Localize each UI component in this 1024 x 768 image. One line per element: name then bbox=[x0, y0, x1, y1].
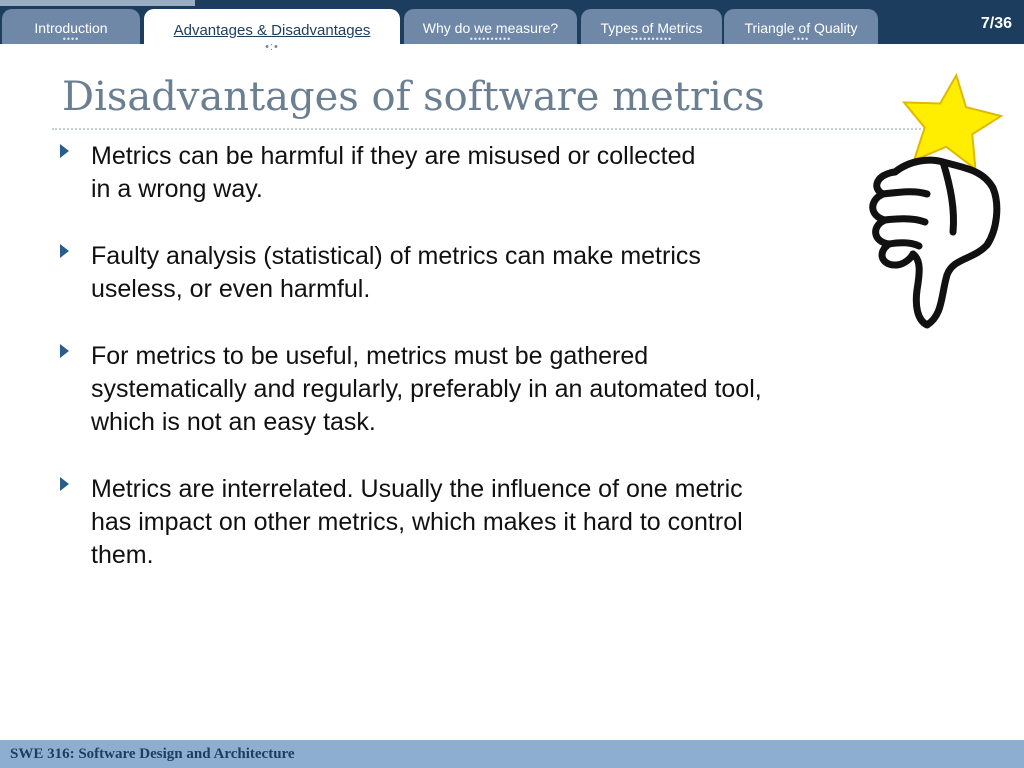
tab-slide-dots: •••••••••• bbox=[469, 34, 512, 44]
page-indicator: 7/36 bbox=[980, 15, 1012, 32]
tab-slide-dots: •••••••••• bbox=[630, 34, 673, 44]
footer-bar bbox=[0, 740, 1024, 768]
bullet-item bbox=[60, 340, 940, 439]
slide-title: Disadvantages of software metrics bbox=[62, 74, 765, 120]
bullet-item bbox=[60, 240, 940, 306]
bullet-item bbox=[60, 473, 940, 572]
title-divider bbox=[52, 128, 952, 130]
tab-advantages-disadvantages[interactable] bbox=[144, 9, 400, 53]
tab-introduction[interactable] bbox=[2, 9, 140, 44]
bullet-item bbox=[60, 140, 940, 206]
bullet-arrow-icon bbox=[60, 344, 69, 358]
tab-slide-dots: •••• bbox=[792, 34, 810, 44]
bullet-text: Metrics are interrelated. Usually the influence of one metric has impact on other metrics, which makes it hard to control them. bbox=[91, 475, 743, 569]
thumbs-down-clipart bbox=[855, 60, 1020, 335]
tab-why-do-we-measure[interactable] bbox=[404, 9, 577, 44]
tab-label: Why do we measure? bbox=[422, 20, 559, 36]
tab-slide-dots: •:• bbox=[265, 41, 279, 53]
tab-types-of-metrics[interactable] bbox=[581, 9, 722, 44]
tab-slide-dots: •••• bbox=[62, 34, 80, 44]
top-navigation-bar bbox=[0, 0, 1024, 53]
star-icon bbox=[896, 69, 1006, 172]
bullet-arrow-icon bbox=[60, 244, 69, 258]
tab-label: Types of Metrics bbox=[600, 20, 703, 36]
course-label: SWE 316: Software Design and Architecture bbox=[10, 746, 295, 762]
bullet-text: Faulty analysis (statistical) of metrics can make metrics useless, or even harmful. bbox=[91, 242, 701, 303]
tab-label: Advantages & Disadvantages bbox=[173, 22, 371, 39]
bullet-arrow-icon bbox=[60, 144, 69, 158]
bullet-text: For metrics to be useful, metrics must be gathered systematically and regularly, preferably in an automated tool, which is not an easy task. bbox=[91, 342, 762, 436]
progress-accent bbox=[0, 0, 195, 6]
thumbs-down-icon bbox=[873, 160, 997, 325]
tab-label: Introduction bbox=[34, 20, 108, 36]
bullet-list bbox=[60, 140, 940, 606]
tab-triangle-of-quality[interactable] bbox=[724, 9, 878, 44]
bullet-text: Metrics can be harmful if they are misused or collected in a wrong way. bbox=[91, 142, 696, 203]
bullet-arrow-icon bbox=[60, 477, 69, 491]
tab-label: Triangle of Quality bbox=[744, 20, 858, 36]
